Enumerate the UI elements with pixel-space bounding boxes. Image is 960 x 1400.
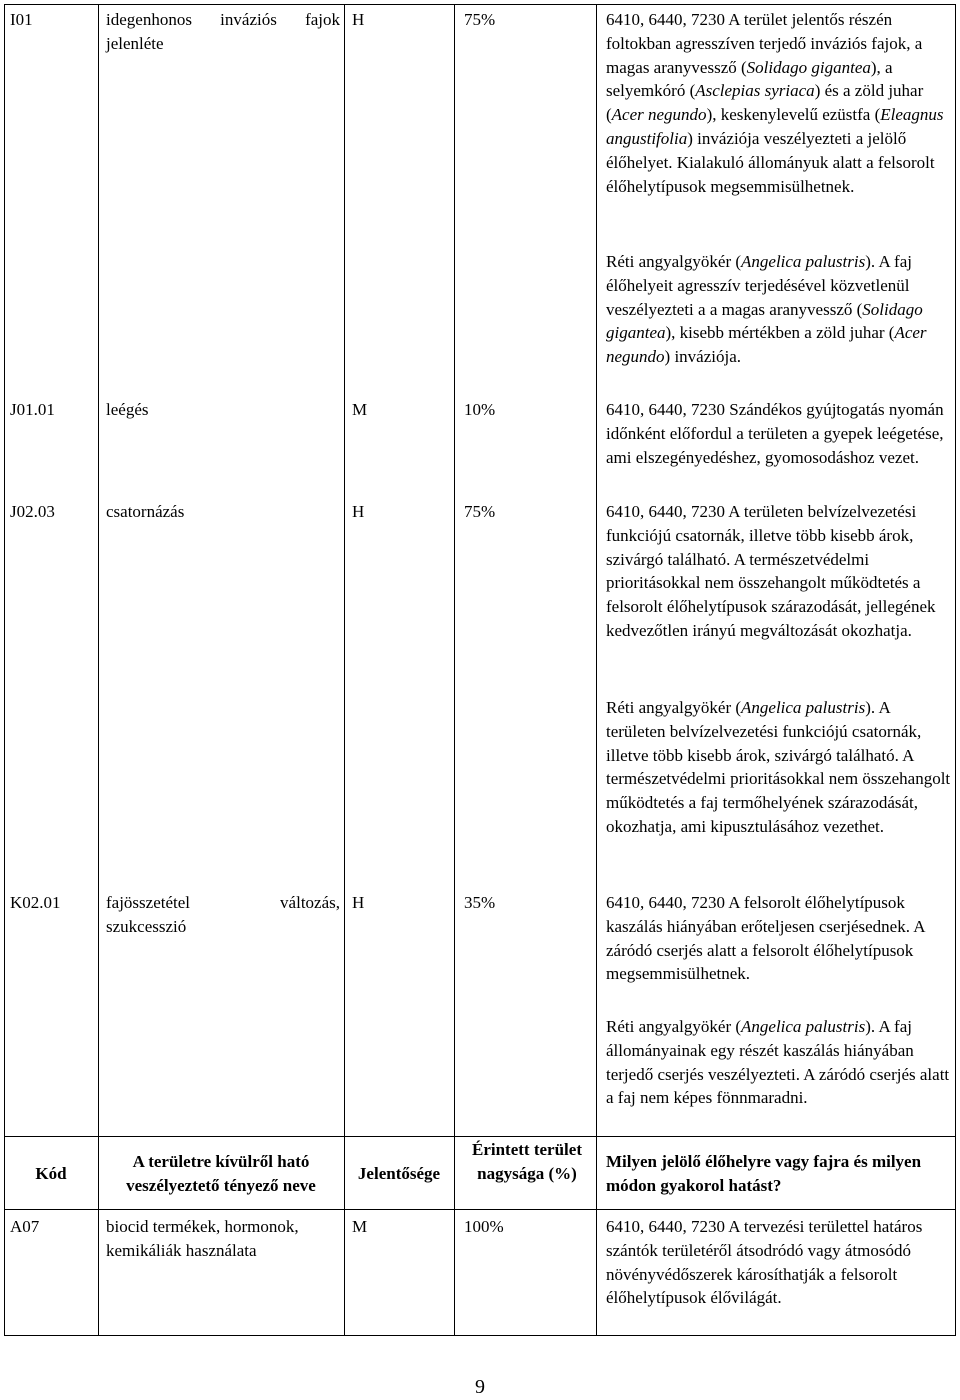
row-k0201-habitat-text: 6410, 6440, 7230 A felsorolt élőhelytípusok kaszálás hiányában erőteljesen cserjésednek. A záródó cserjés alatt a felsorolt élőhelytípusok megsemmisülhetnek.: [606, 893, 925, 984]
row-j0101-area: 10%: [464, 400, 496, 419]
row-j0203-importance: H: [352, 502, 365, 521]
row-i01-factor: idegenhonos inváziós fajok jelenléte: [106, 10, 340, 53]
header-importance: Jelentősége: [357, 1164, 441, 1183]
row-a07-importance: M: [352, 1217, 368, 1236]
row-j0101-text: 6410, 6440, 7230 Szándékos gyújtogatás nyomán időnként előfordul a területen a gyepek leégetése, ami elszegényedéshez, gyomosodáshoz vezet.: [606, 400, 944, 467]
table-border-top: [4, 4, 956, 5]
header-area: Érintett terület nagysága (%): [472, 1140, 582, 1183]
row-i01-importance: H: [352, 10, 365, 29]
header-code: Kód: [35, 1164, 67, 1183]
row-k0201-area: 35%: [464, 893, 496, 912]
header-row-bottom-border: [4, 1209, 956, 1210]
row-k0201-importance: H: [352, 893, 365, 912]
row-j0203-code: J02.03: [10, 502, 55, 521]
row-i01-area: 75%: [464, 10, 496, 29]
row-j0101-code: J01.01: [10, 400, 55, 419]
row-j0101-factor: leégés: [106, 400, 149, 419]
row-a07-factor: biocid termékek, hormonok, kemikáliák használata: [106, 1217, 299, 1260]
table-border-bottom: [4, 1335, 956, 1336]
row-i01-species-text: Réti angyalgyökér (Angelica palustris). A faj élőhelyeit agresszív terjedésével közvetlenül veszélyezteti a a magas aranyvessző (Solidago gigantea), kisebb mértékben a zöld juhar (Acer negundo) inváziója.: [606, 252, 927, 367]
row-k0201-species-text: Réti angyalgyökér (Angelica palustris). A faj állományainak egy részét kaszálás hiányában terjedő cserjés veszélyezteti. A záródó cserjés alatt a faj nem képes fönnmaradni.: [606, 1017, 950, 1108]
header-factor: A területre kívülről ható veszélyeztető tényező neve: [126, 1152, 316, 1195]
row-i01-habitat-text: 6410, 6440, 7230 A terület jelentős részén foltokban agresszíven terjedő inváziós fajok, a magas aranyvessző (Solidago gigantea), a selyemkóró (Asclepias syriaca) és a zöld juhar (Acer negundo), keskenylevelű ezüstfa (Eleagnus angustifolia) inváziója veszélyezteti a jelölő élőhelyet. Kialakuló állományuk alatt a felsorolt élőhelytípusok megsemmisülhetnek.: [606, 10, 944, 196]
row-k0201-factor: fajösszetétel változás, szukcesszió: [106, 893, 340, 936]
row-j0203-habitat-text: 6410, 6440, 7230 A területen belvízelvezetési funkciójú csatornák, illetve több kisebb árok, szivárgó található. A természetvédelmi prioritásokkal nem összehangolt működtetés a felsorolt élőhelytípusok szárazodását, jellegének kedvezőtlen irányú megváltozását okozhatja.: [606, 502, 936, 640]
row-a07-text: 6410, 6440, 7230 A tervezési területtel határos szántók területéről átsodródó vagy átmosódó növényvédőszerek károsíthatják a felsorolt élőhelytípusok élővilágát.: [606, 1217, 923, 1308]
page-number: 9: [475, 1376, 485, 1398]
row-a07-code: A07: [10, 1217, 40, 1236]
header-row-top-border: [4, 1136, 956, 1137]
header-description: Milyen jelölő élőhelyre vagy fajra és milyen módon gyakorol hatást?: [606, 1152, 922, 1195]
row-j0101-importance: M: [352, 400, 368, 419]
row-k0201-code: K02.01: [10, 893, 61, 912]
row-a07-area: 100%: [464, 1217, 504, 1236]
row-j0203-area: 75%: [464, 502, 496, 521]
row-j0203-species-text: Réti angyalgyökér (Angelica palustris). A területen belvízelvezetési funkciójú csatornák, illetve több kisebb árok, szivárgó található. A természetvédelmi prioritásokkal nem összehangolt működtetés a faj termőhelyének szárazodását, okozhatja, ami kipusztulásához vezethet.: [606, 698, 951, 836]
row-j0203-factor: csatornázás: [106, 502, 185, 521]
row-i01-code: I01: [10, 10, 33, 29]
